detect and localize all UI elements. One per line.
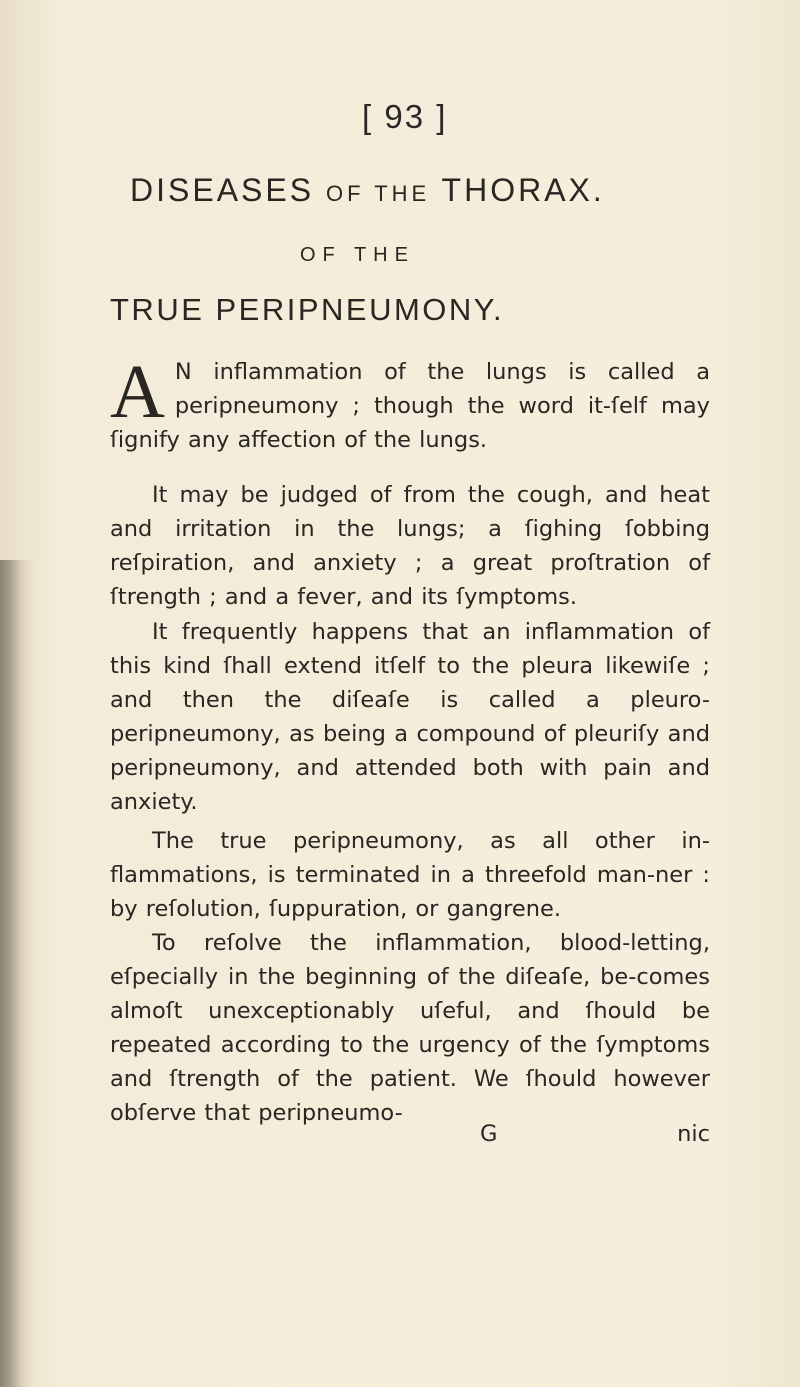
paragraph-1-text: N inflammation of the lungs is called a peripneumony ; though the word it-ſelf may ſignify any affection of the lungs. — [110, 359, 710, 453]
drop-cap: A — [110, 350, 165, 434]
signature-mark: G — [480, 1121, 498, 1147]
paragraph-5: To reſolve the inflammation, blood-letting, eſpecially in the beginning of the diſeaſe, be-comes almoſt unexceptionably uſeful, and ſhould be repeated according to the urgency of the ſymptoms and ſtrength of the patient. We ſhould however obſerve that peripneumo- — [110, 930, 710, 1126]
binding-shadow — [0, 560, 34, 1387]
catchword: nic — [677, 1121, 710, 1147]
paragraph-3: It frequently happens that an inflammation of this kind ſhall extend itſelf to the pleura likewiſe ; and then the diſeaſe is called a pleuro-peripneumony, as being a compound of pleuriſy and peripneumony, and attended both with pain and anxiety. — [110, 619, 710, 815]
subheading: OF THE — [300, 244, 415, 266]
page-number: [ 93 ] — [362, 98, 448, 135]
paragraph-1 — [110, 350, 710, 457]
paragraph-2: It may be judged of from the cough, and heat and irritation in the lungs; a ſighing ſobbing reſpiration, and anxiety ; a great proſtration of ſtrength ; and a fever, and its ſymptoms. — [110, 482, 710, 610]
section-title-of-the: OF THE — [325, 181, 431, 206]
paragraph-4: The true peripneumony, as all other in-flammations, is terminated in a threefold man-ner : by reſolution, ſuppuration, or gangrene. — [110, 828, 710, 922]
section-title-main: DISEASES — [130, 172, 315, 208]
chapter-title: TRUE PERIPNEUMONY. — [110, 292, 505, 327]
section-title — [130, 172, 605, 209]
section-title-end: THORAX. — [441, 172, 605, 208]
page-footer — [110, 1121, 710, 1155]
